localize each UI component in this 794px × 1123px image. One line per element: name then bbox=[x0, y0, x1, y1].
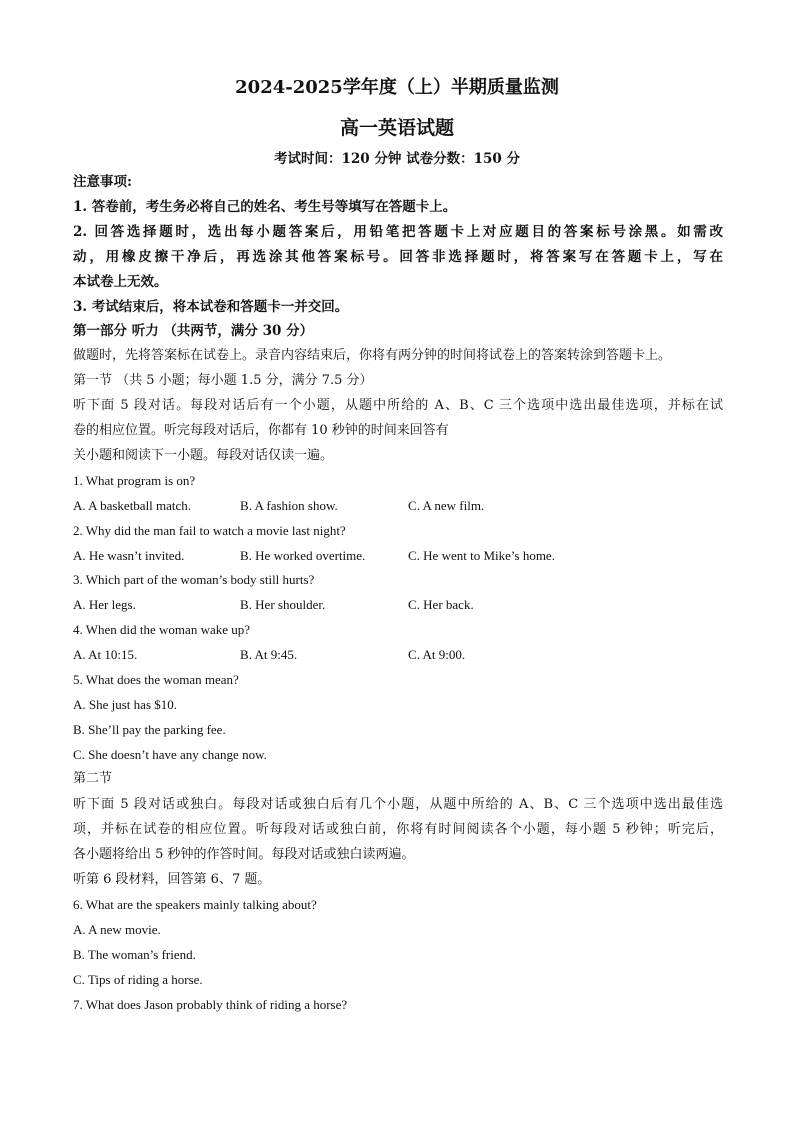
part1-intro: 做题时，先将答案标在试卷上。录音内容结束后，你将有两分钟的时间将试卷上的答案转涂到答题卡上。 bbox=[73, 348, 672, 363]
note-3: 3. 考试结束后，将本试卷和答题卡一并交回。 bbox=[73, 299, 349, 315]
question-5-option-b: B. She’ll pay the parking fee. bbox=[73, 722, 226, 737]
note-1: 1. 答卷前，考生务必将自己的姓名、考生号等填写在答题卡上。 bbox=[73, 199, 457, 215]
question-5-option-c: C. She doesn’t have any change now. bbox=[73, 747, 267, 762]
question-3-option-b: B. Her shoulder. bbox=[240, 597, 326, 612]
question-4-option-b: B. At 9:45. bbox=[240, 647, 298, 662]
question-2-option-a: A. He wasn’t invited. bbox=[73, 548, 185, 563]
question-3-stem: 3. Which part of the woman’s body still hurts? bbox=[73, 572, 315, 587]
question-2-option-c: C. He went to Mike’s home. bbox=[408, 548, 555, 563]
exam-subtitle: 高一英语试题 bbox=[339, 117, 454, 139]
note-2-line-1: 2. 回答选择题时，选出每小题答案后，用铅笔把答题卡上对应题目的答案标号涂黑。如需改 bbox=[73, 224, 723, 240]
section2-heading: 第二节 bbox=[73, 771, 113, 786]
section1-instruction-2: 卷的相应位置。听完每段对话后，你都有 10 秒钟的时间来回答有 bbox=[73, 423, 449, 438]
question-6-option-a: A. A new movie. bbox=[73, 922, 161, 937]
section2-instruction-2: 项，并标在试卷的相应位置。听每段对话或独白前，你将有时间阅读各个小题，每小题 5 秒钟；听完后， bbox=[73, 822, 723, 837]
question-5-option-a: A. She just has $10. bbox=[73, 697, 177, 712]
question-2-option-b: B. He worked overtime. bbox=[240, 548, 366, 563]
question-5-stem: 5. What does the woman mean? bbox=[73, 672, 239, 687]
section1-instruction-3: 关小题和阅读下一小题。每段对话仅读一遍。 bbox=[73, 448, 334, 463]
question-7-stem: 7. What does Jason probably think of riding a horse? bbox=[73, 997, 348, 1012]
section1-heading: 第一节 （共 5 小题；每小题 1.5 分，满分 7.5 分） bbox=[73, 373, 373, 388]
question-3-option-a: A. Her legs. bbox=[73, 597, 136, 612]
section2-instruction-1: 听下面 5 段对话或独白。每段对话或独白后有几个小题，从题中所给的 A、B、C 三个选项中选出最佳选 bbox=[73, 797, 723, 812]
question-4-stem: 4. When did the woman wake up? bbox=[73, 622, 251, 637]
section1-instruction-1: 听下面 5 段对话。每段对话后有一个小题，从题中所给的 A、B、C 三个选项中选出最佳选项，并标在试 bbox=[73, 398, 723, 413]
notes-heading: 注意事项: bbox=[73, 174, 132, 190]
question-1-option-b: B. A fashion show. bbox=[240, 498, 338, 513]
exam-title: 2024-2025学年度（上）半期质量监测 bbox=[235, 77, 559, 98]
question-6-stem: 6. What are the speakers mainly talking about? bbox=[73, 897, 317, 912]
question-4-option-a: A. At 10:15. bbox=[73, 647, 138, 662]
question-1-option-a: A. A basketball match. bbox=[73, 498, 192, 513]
note-2-line-2: 动，用橡皮擦干净后，再选涂其他答案标号。回答非选择题时，将答案写在答题卡上，写在 bbox=[73, 249, 723, 265]
exam-meta: 考试时间：120 分钟 试卷分数：150 分 bbox=[274, 151, 520, 167]
material-6-instruction: 听第 6 段材料，回答第 6、7 题。 bbox=[73, 872, 271, 887]
question-1-stem: 1. What program is on? bbox=[73, 473, 196, 488]
question-6-option-b: B. The woman’s friend. bbox=[73, 947, 196, 962]
section2-instruction-3: 各小题将给出 5 秒钟的作答时间。每段对话或独白读两遍。 bbox=[73, 847, 415, 862]
part1-heading: 第一部分 听力 （共两节，满分 30 分） bbox=[73, 323, 314, 339]
question-1-option-c: C. A new film. bbox=[408, 498, 485, 513]
note-2-line-3: 本试卷上无效。 bbox=[73, 274, 168, 290]
question-3-option-c: C. Her back. bbox=[408, 597, 474, 612]
question-2-stem: 2. Why did the man fail to watch a movie last night? bbox=[73, 523, 346, 538]
question-6-option-c: C. Tips of riding a horse. bbox=[73, 972, 203, 987]
question-4-option-c: C. At 9:00. bbox=[408, 647, 466, 662]
